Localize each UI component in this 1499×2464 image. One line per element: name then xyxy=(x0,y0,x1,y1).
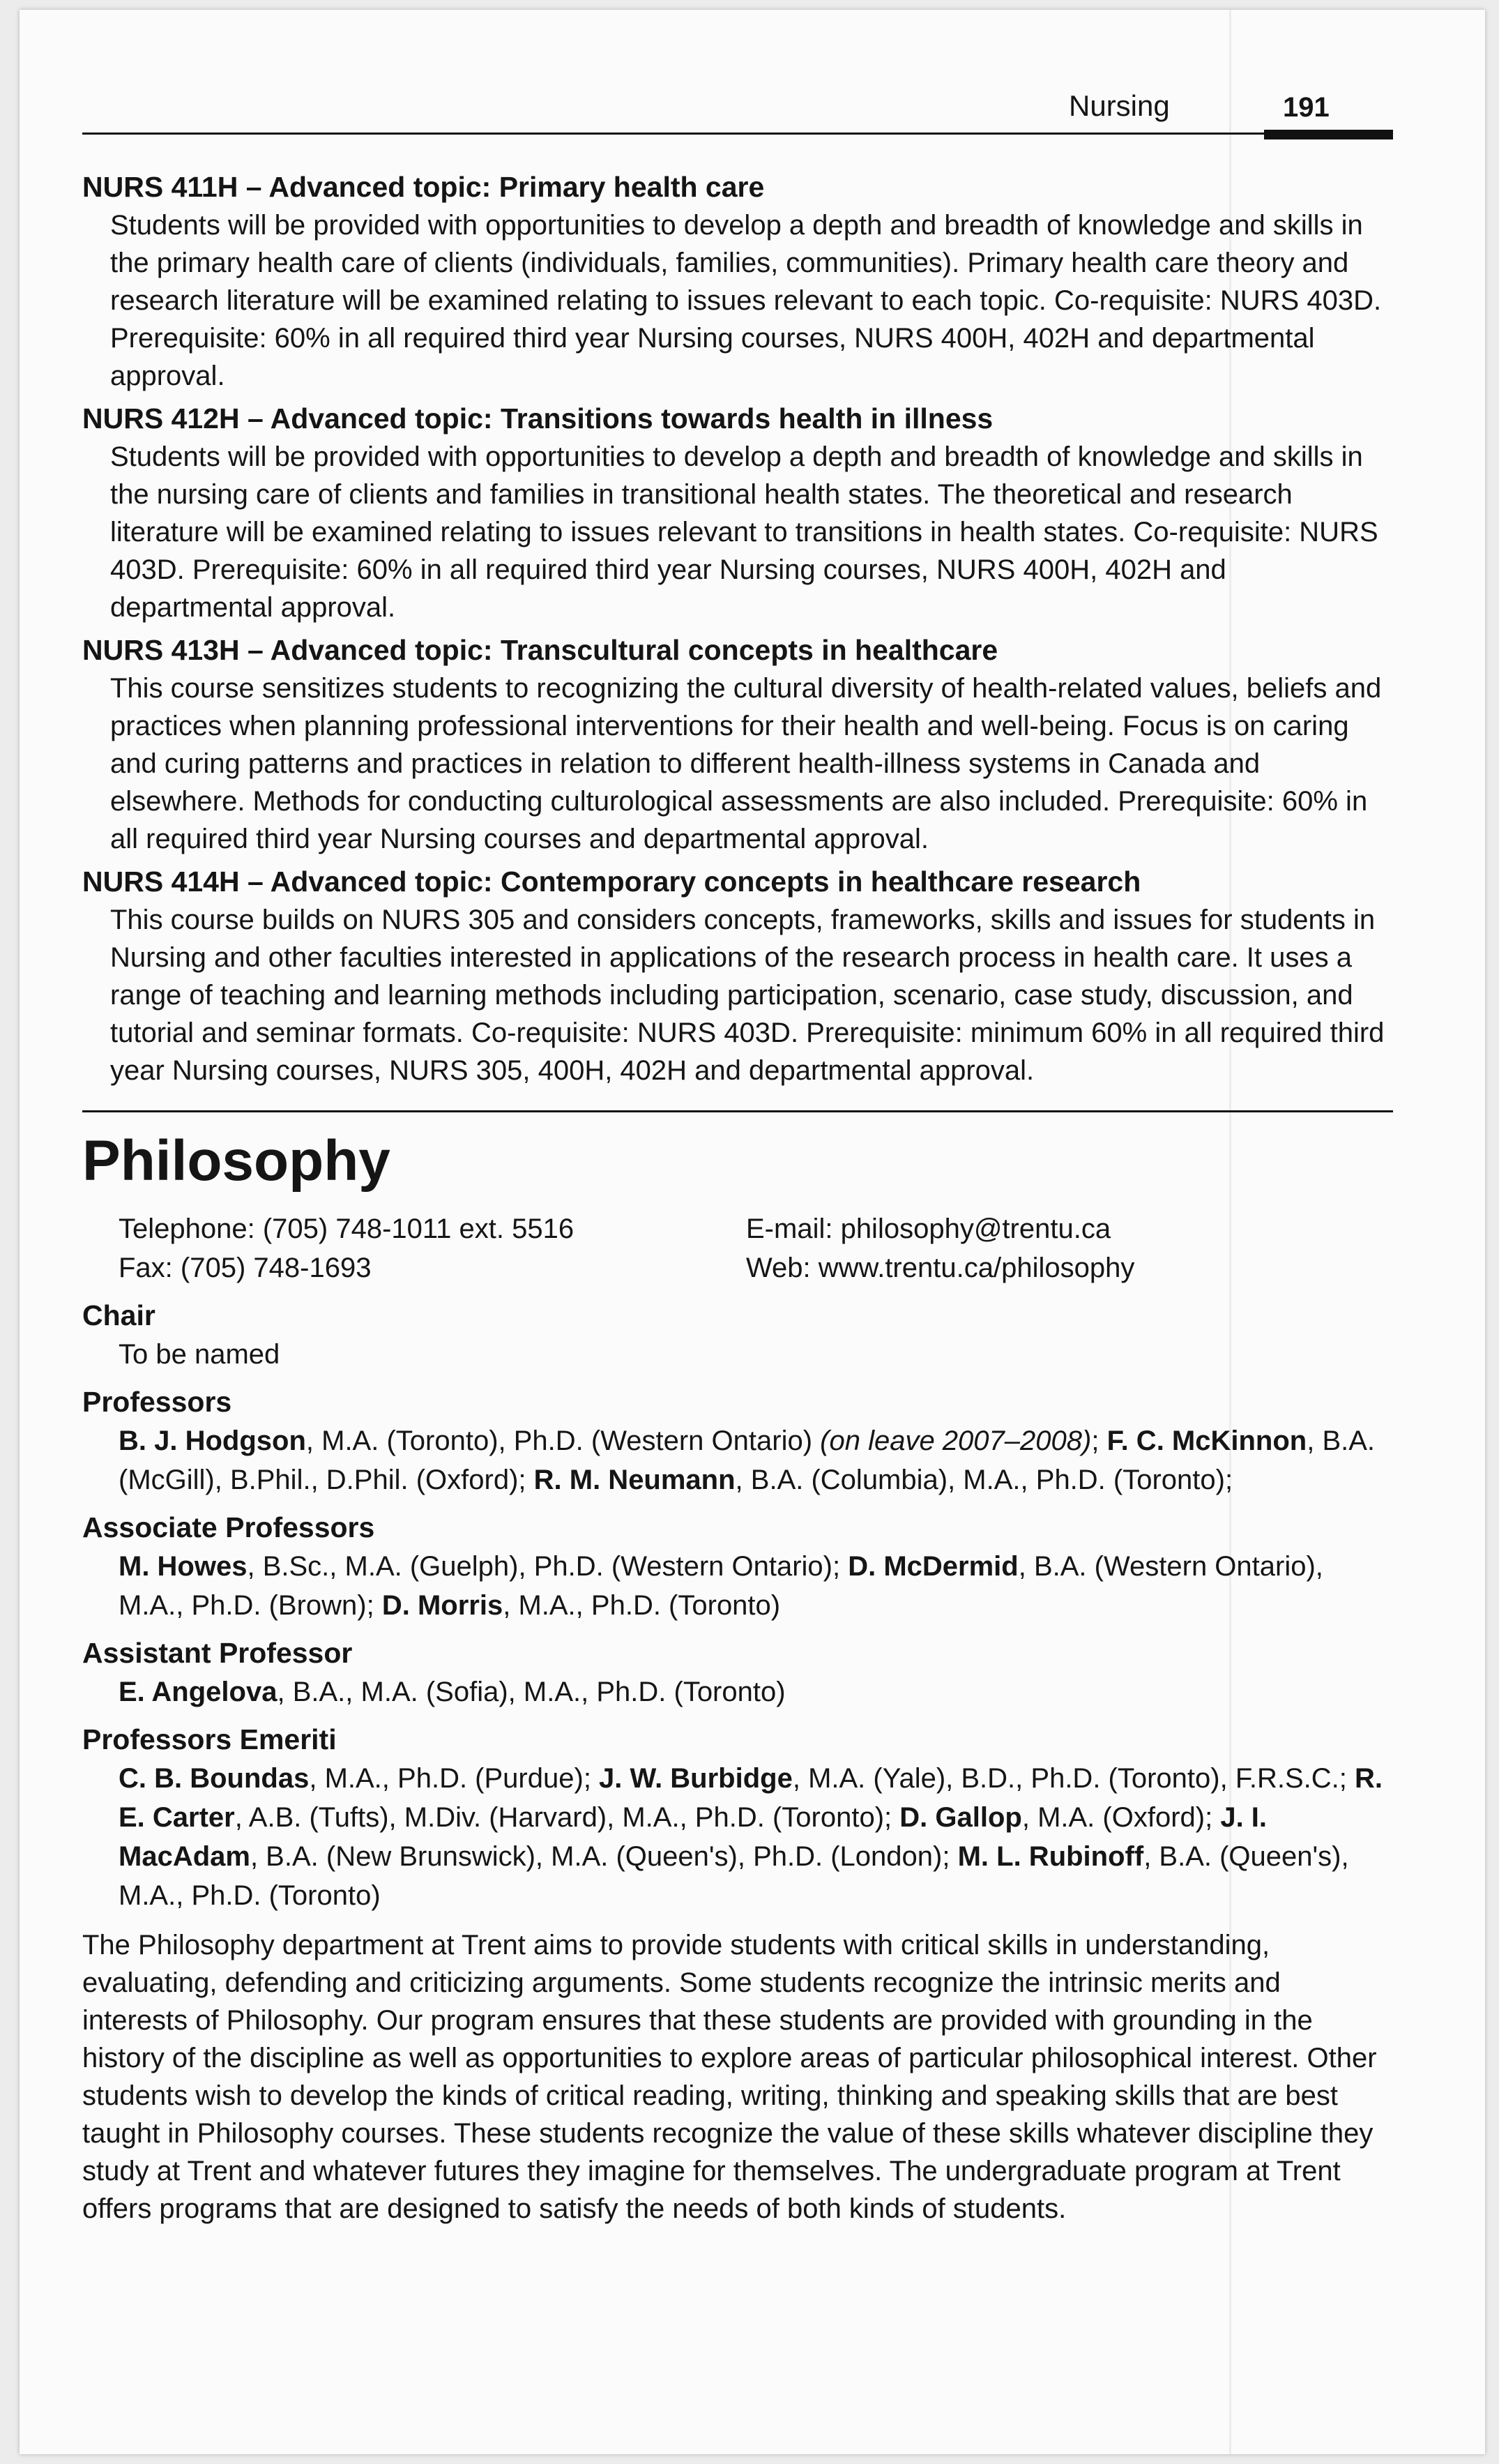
faculty-name: M. Howes xyxy=(119,1551,248,1582)
course-entry xyxy=(82,862,1393,1089)
faculty-name: C. B. Boundas xyxy=(119,1763,310,1794)
leave-note: (on leave 2007–2008) xyxy=(820,1426,1092,1456)
faculty-name: M. L. Rubinoff xyxy=(957,1841,1144,1872)
separator: ; xyxy=(1091,1426,1107,1456)
separator: ; xyxy=(942,1841,958,1872)
separator: ; xyxy=(583,1763,600,1794)
separator: ; xyxy=(1339,1763,1355,1794)
course-entry xyxy=(82,167,1393,395)
header-rule-tab xyxy=(1264,130,1393,139)
header-rule xyxy=(82,133,1393,135)
assistant-professor-list xyxy=(119,1672,1393,1711)
chair-heading: Chair xyxy=(82,1299,155,1331)
chair-name: To be named xyxy=(119,1339,280,1370)
faculty-credentials: , A.B. (Tufts), M.Div. (Harvard), M.A., Ph.D. (Toronto) xyxy=(234,1802,885,1833)
section-title: Philosophy xyxy=(82,1129,390,1193)
faculty-name: E. Angelova xyxy=(119,1677,277,1707)
course-title: NURS 412H – Advanced topic: Transitions towards health in illness xyxy=(82,402,994,434)
assistant-professor-heading: Assistant Professor xyxy=(82,1637,353,1669)
course-description: Students will be provided with opportunities to develop a depth and breadth of knowledge and skills in the primary health care of clients (individuals, families, communities). Primary health care theory and research literature will be examined relating to issues relevant to each topic. Co-requisite: NURS 403D. Prerequisite: 60% in all required third year Nursing courses, NURS 400H, 402H and departmental approval. xyxy=(110,210,1382,391)
faculty-credentials: , M.A. (Oxford) xyxy=(1021,1802,1205,1833)
course-title: NURS 411H – Advanced topic: Primary health care xyxy=(82,171,765,203)
contact-block xyxy=(119,1209,1393,1287)
course-list xyxy=(82,167,1393,1094)
email-address: E-mail: philosophy@trentu.ca xyxy=(746,1214,1111,1244)
faculty-credentials: , B.A. (Columbia), M.A., Ph.D. (Toronto) xyxy=(735,1465,1225,1495)
faculty-credentials: , B.A., M.A. (Sofia), M.A., Ph.D. (Toronto) xyxy=(277,1677,786,1707)
separator: ; xyxy=(518,1465,534,1495)
course-description: This course sensitizes students to recognizing the cultural diversity of health-related values, beliefs and practices when planning professional interventions for their health and well-being. Focus is on caring and curing patterns and practices in relation to different health-illness systems in Canada and elsewhere. Methods for conducting culturological assessments are also included. Prerequisite: 60% in all required third year Nursing courses and departmental approval. xyxy=(110,673,1382,854)
professors-heading: Professors xyxy=(82,1386,232,1418)
professors-list xyxy=(119,1421,1393,1499)
faculty-credentials: , B.A. (New Brunswick), M.A. (Queen's), Ph.D. (London) xyxy=(250,1841,943,1872)
separator: ; xyxy=(366,1590,382,1621)
faculty-name: F. C. McKinnon xyxy=(1106,1426,1307,1456)
faculty-name: D. Gallop xyxy=(899,1802,1022,1833)
faculty-name: J. I. MacAdam xyxy=(119,1802,1268,1872)
running-head-section: Nursing xyxy=(1069,89,1170,122)
course-description: This course builds on NURS 305 and considers concepts, frameworks, skills and issues for students in Nursing and other faculties interested in applications of the research process in health care. It uses a range of teaching and learning methods including participation, scenario, case study, discussion, and tutorial and seminar formats. Co-requisite: NURS 403D. Prerequisite: minimum 60% in all required third year Nursing courses, NURS 305, 400H, 402H and departmental approval. xyxy=(110,905,1385,1086)
faculty-credentials: , B.A. (Western Ontario), M.A., Ph.D. (Brown) xyxy=(119,1551,1323,1621)
course-title: NURS 413H – Advanced topic: Transcultural concepts in healthcare xyxy=(82,634,998,666)
separator: ; xyxy=(832,1551,849,1582)
web-address: Web: www.trentu.ca/philosophy xyxy=(746,1253,1135,1283)
faculty-credentials: , B.A. (McGill), B.Phil., D.Phil. (Oxford) xyxy=(119,1426,1376,1495)
faculty-credentials: , M.A., Ph.D. (Purdue) xyxy=(309,1763,584,1794)
section-divider xyxy=(82,1110,1393,1112)
associate-professors-list xyxy=(119,1547,1393,1625)
associate-professors-heading: Associate Professors xyxy=(82,1511,375,1543)
course-description: Students will be provided with opportunities to develop a depth and breadth of knowledge and skills in the nursing care of clients and families in transitional health states. The theoretical and research literature will be examined relating to issues relevant to transitions in health states. Co-requisite: NURS 403D. Prerequisite: 60% in all required third year Nursing courses, NURS 400H, 402H and departmental approval. xyxy=(110,441,1378,623)
fax: Fax: (705) 748-1693 xyxy=(119,1253,372,1283)
department-introduction: The Philosophy department at Trent aims to provide students with critical skills in understanding, evaluating, defending and criticizing arguments. Some students recognize the intrinsic merits and interests of Philosophy. Our program ensures that these students are provided with grounding in the history of the discipline as well as opportunities to explore areas of particular philosophical interest. Other students wish to develop the kinds of critical reading, writing, thinking and speaking skills that are best taught in Philosophy courses. These students recognize the value of these skills whatever discipline they study at Trent and whatever futures they imagine for themselves. The undergraduate program at Trent offers programs that are designed to satisfy the needs of both kinds of students. xyxy=(82,1930,1377,2224)
philosophy-section xyxy=(82,1123,1393,2255)
professors-emeriti-list xyxy=(119,1759,1393,1915)
course-entry xyxy=(82,399,1393,626)
faculty-credentials: , M.A. (Yale), B.D., Ph.D. (Toronto), F.R.S.C. xyxy=(792,1763,1339,1794)
course-entry xyxy=(82,630,1393,858)
professors-emeriti-heading: Professors Emeriti xyxy=(82,1723,337,1755)
faculty-name: R. M. Neumann xyxy=(533,1465,736,1495)
faculty-credentials: , M.A. (Toronto), Ph.D. (Western Ontario) xyxy=(305,1426,821,1456)
separator: ; xyxy=(1224,1465,1233,1495)
faculty-credentials: , B.A. (Queen's), M.A., Ph.D. (Toronto) xyxy=(119,1841,1349,1911)
faculty-name: R. E. Carter xyxy=(119,1763,1383,1833)
faculty-name: D. Morris xyxy=(381,1590,503,1621)
separator: ; xyxy=(884,1802,900,1833)
faculty-name: B. J. Hodgson xyxy=(119,1426,306,1456)
page-number: 191 xyxy=(1283,92,1330,123)
faculty-name: D. McDermid xyxy=(848,1551,1019,1582)
faculty-name: J. W. Burbidge xyxy=(599,1763,793,1794)
separator: ; xyxy=(1205,1802,1221,1833)
course-title: NURS 414H – Advanced topic: Contemporary concepts in healthcare research xyxy=(82,866,1141,898)
faculty-credentials: , B.Sc., M.A. (Guelph), Ph.D. (Western Ontario) xyxy=(247,1551,832,1582)
telephone: Telephone: (705) 748-1011 ext. 5516 xyxy=(119,1214,575,1244)
page-sheet xyxy=(20,10,1485,2454)
faculty-credentials: , M.A., Ph.D. (Toronto) xyxy=(503,1590,781,1621)
running-head xyxy=(82,77,1393,139)
